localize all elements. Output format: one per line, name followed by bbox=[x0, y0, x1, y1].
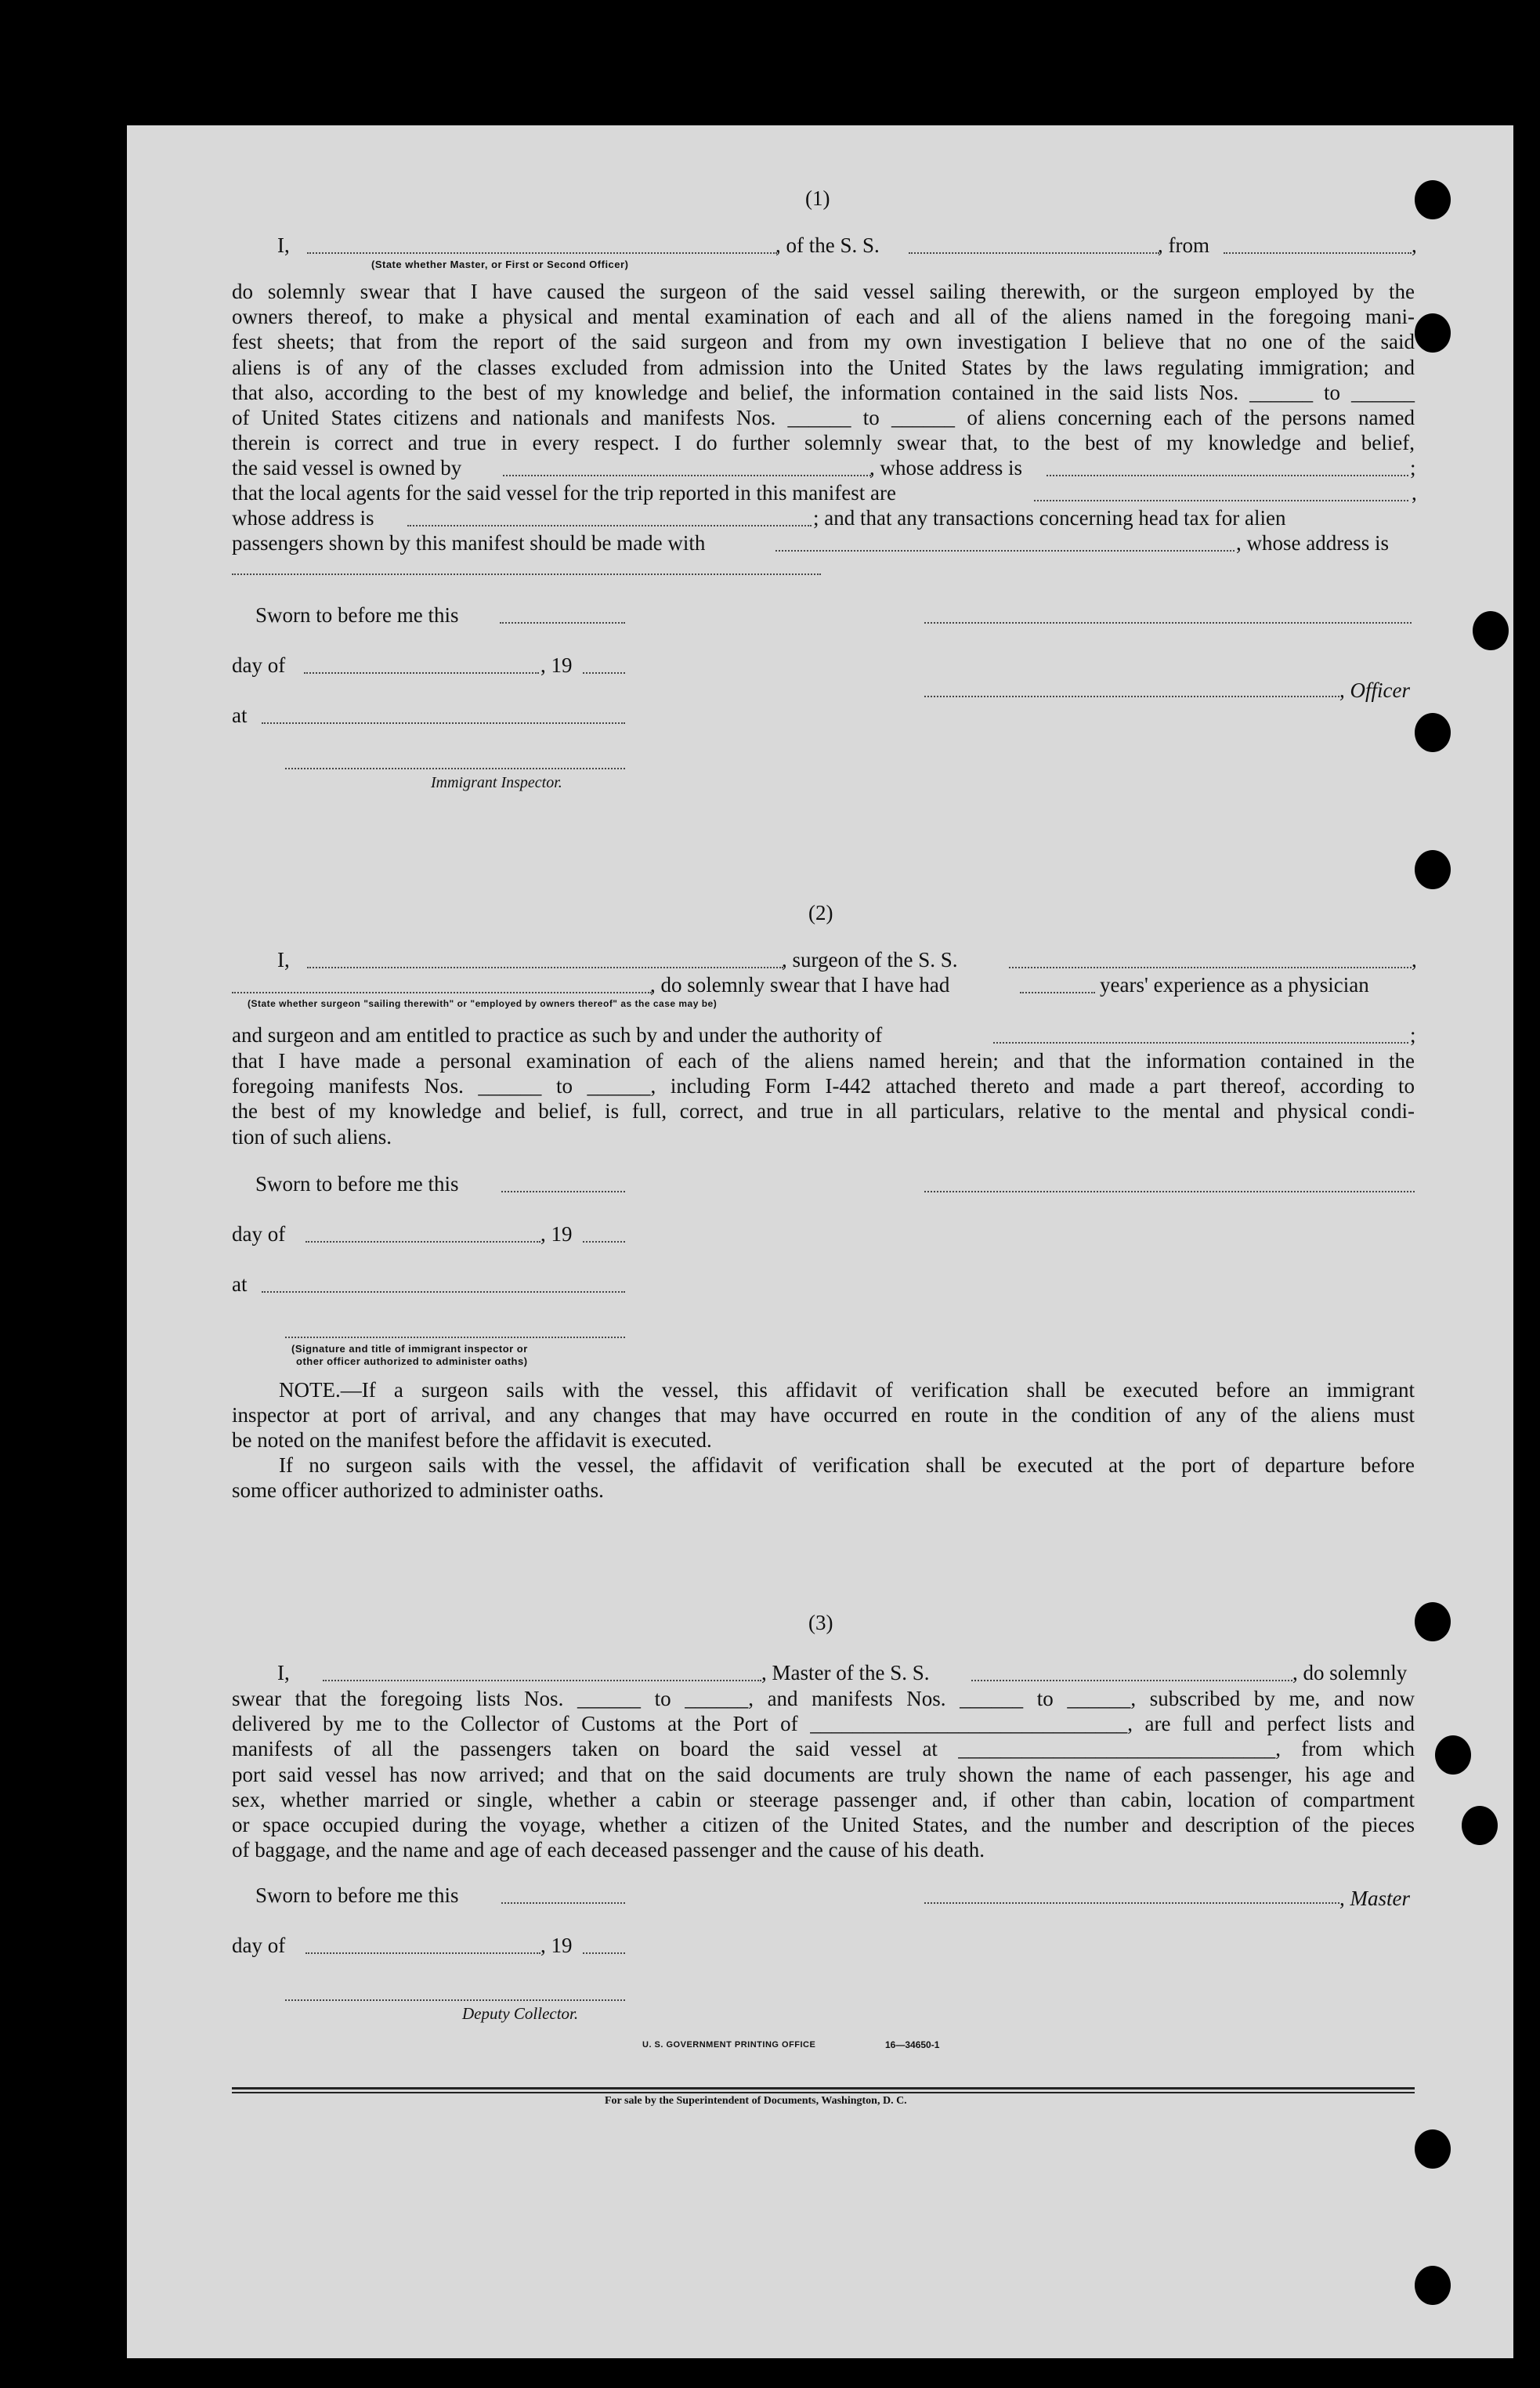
s3-sworn: Sworn to before me this bbox=[255, 1883, 459, 1907]
s2-inspector-line bbox=[285, 1337, 625, 1338]
s1-agents-address-line bbox=[407, 525, 812, 526]
s3-line: of baggage, and the name and age of each deceased passenger and the cause of his death. bbox=[232, 1838, 985, 1862]
binder-hole bbox=[1415, 2129, 1451, 2169]
s2-day-line bbox=[305, 1241, 540, 1243]
binder-hole bbox=[1473, 611, 1509, 650]
s1-sworn-line bbox=[500, 622, 625, 624]
s1-owned-by: the said vessel is owned by bbox=[232, 456, 462, 479]
binder-hole bbox=[1415, 180, 1451, 219]
s1-inspector-line bbox=[285, 768, 625, 769]
s1-semicolon: ; bbox=[1410, 456, 1416, 479]
s1-line: aliens is of any of the classes excluded from admission into the United States by the laws regulating immigration; and bbox=[232, 355, 1415, 379]
s3-line: or space occupied during the voyage, whether a citizen of the United States, and the number and description of the pieces bbox=[232, 1813, 1415, 1837]
s3-master-name-line bbox=[323, 1680, 761, 1681]
s3-master-sig-line bbox=[924, 1902, 1339, 1904]
footer-rule bbox=[232, 2092, 1415, 2093]
s2-surgeon-caption: (State whether surgeon "sailing therewith" or "employed by owners thereof" as the case may be) bbox=[248, 998, 718, 1009]
s2-surgeon-of: , surgeon of the S. S. bbox=[782, 948, 958, 971]
binder-hole bbox=[1435, 1735, 1471, 1775]
s3-year: , 19 bbox=[540, 1934, 573, 1957]
s2-day-of: day of bbox=[232, 1222, 286, 1246]
s3-master-label: , Master bbox=[1339, 1887, 1410, 1910]
form-code: 16—34650-1 bbox=[885, 2039, 940, 2050]
s1-signature-line bbox=[924, 622, 1412, 624]
s1-inspector-label: Immigrant Inspector. bbox=[431, 774, 562, 791]
binder-hole bbox=[1462, 1806, 1498, 1845]
section-2-number: (2) bbox=[808, 901, 833, 924]
binder-hole bbox=[1415, 850, 1451, 889]
s1-from: , from bbox=[1158, 233, 1209, 257]
s1-line: fest sheets; that from the report of the said surgeon and from my own investigation I believe that no one of the said bbox=[232, 330, 1415, 354]
s2-years-line bbox=[1020, 992, 1095, 993]
gpo-imprint: U. S. GOVERNMENT PRINTING OFFICE bbox=[642, 2040, 816, 2050]
s3-day-of: day of bbox=[232, 1934, 286, 1957]
s3-line: delivered by me to the Collector of Customs at the Port of ______________________________, are full and perfect lists and bbox=[232, 1712, 1415, 1736]
s1-sworn: Sworn to before me this bbox=[255, 603, 459, 627]
binder-hole bbox=[1415, 713, 1451, 752]
s1-comma: , bbox=[1412, 481, 1417, 505]
s2-line: the best of my knowledge and belief, is full, correct, and true in all particulars, relative to the mental and physical condi- bbox=[232, 1099, 1415, 1123]
s3-do-solemnly: , do solemnly bbox=[1292, 1661, 1408, 1684]
s3-line: manifests of all the passengers taken on board the said vessel at ______________________________, from which bbox=[232, 1737, 1415, 1761]
s1-at: at bbox=[232, 704, 248, 727]
s3-oath-paragraph bbox=[232, 1686, 1415, 1862]
s1-line: do solemnly swear that I have caused the surgeon of the said vessel sailing therewith, or the surgeon employed by the bbox=[232, 280, 1415, 303]
s1-line: of United States citizens and nationals and manifests Nos. ______ to ______ of aliens concerning each of the persons named bbox=[232, 406, 1415, 430]
s2-ss-name-line bbox=[1009, 967, 1412, 968]
section-3-number: (3) bbox=[808, 1611, 833, 1634]
s1-day-line bbox=[304, 672, 539, 674]
s1-oath-paragraph bbox=[232, 279, 1415, 455]
s2-surgeon-name-line bbox=[307, 967, 783, 968]
s3-year-line bbox=[583, 1952, 625, 1954]
s1-of-the-ss: , of the S. S. bbox=[775, 233, 880, 257]
s1-transactions: ; and that any transactions concerning head tax for alien bbox=[813, 506, 1286, 530]
sale-notice: For sale by the Superintendent of Documents, Washington, D. C. bbox=[605, 2095, 907, 2107]
s2-comma: , bbox=[1412, 948, 1417, 971]
s1-head-tax-address-line bbox=[232, 573, 821, 575]
s2-years-experience: years' experience as a physician bbox=[1100, 973, 1369, 997]
s2-line: tion of such aliens. bbox=[232, 1124, 392, 1149]
s2-note-line: inspector at port of arrival, and any changes that may have occurred en route in the condition of any of the aliens must bbox=[232, 1403, 1415, 1427]
s2-sworn: Sworn to before me this bbox=[255, 1172, 459, 1196]
s1-year: , 19 bbox=[540, 653, 573, 677]
s2-at-line bbox=[262, 1291, 625, 1293]
s2-note-line: be noted on the manifest before the affidavit is executed. bbox=[232, 1428, 712, 1452]
s3-i-prefix: I, bbox=[277, 1661, 290, 1684]
s1-head-tax-line bbox=[775, 550, 1235, 552]
s1-officer-line bbox=[924, 696, 1339, 697]
s3-sworn-line bbox=[501, 1902, 625, 1904]
s1-ss-name-line bbox=[909, 252, 1159, 254]
s1-line: therein is correct and true in every respect. I do further solemnly swear that, to the best of my knowledge and belief, bbox=[232, 431, 1415, 455]
s1-at-line bbox=[262, 722, 625, 724]
s3-ss-name-line bbox=[971, 1680, 1292, 1681]
s1-whose-address-3: , whose address is bbox=[1236, 531, 1389, 555]
s1-owner-address-line bbox=[1047, 475, 1408, 476]
s2-authority-line bbox=[993, 1042, 1408, 1044]
s2-year-line bbox=[583, 1241, 625, 1243]
s3-line: port said vessel has now arrived; and that on the said documents are truly shown the name of each passenger, his age and bbox=[232, 1762, 1415, 1786]
s1-i-prefix: I, bbox=[277, 233, 290, 257]
s2-line: that I have made a personal examination of each of the aliens named herein; and that the information contained in the bbox=[232, 1049, 1415, 1073]
s1-owner-line bbox=[503, 475, 871, 476]
s2-semicolon: ; bbox=[1410, 1023, 1416, 1047]
s1-comma: , bbox=[1412, 233, 1417, 257]
s2-authority: and surgeon and am entitled to practice as such by and under the authority of bbox=[232, 1023, 883, 1047]
s2-line: foregoing manifests Nos. ______ to ______, including Form I-442 attached thereto and made a part thereof, according to bbox=[232, 1074, 1415, 1098]
s1-passengers: passengers shown by this manifest should be made with bbox=[232, 531, 706, 555]
s1-day-of: day of bbox=[232, 653, 286, 677]
s3-collector-line bbox=[285, 1999, 625, 2001]
s2-note2-line: some officer authorized to administer oaths. bbox=[232, 1478, 604, 1502]
s1-local-agents: that the local agents for the said vessel for the trip reported in this manifest are bbox=[232, 481, 896, 505]
s1-officer-name-line bbox=[307, 252, 777, 254]
s1-line: owners thereof, to make a physical and mental examination of each and all of the aliens named in the foregoing mani- bbox=[232, 305, 1415, 329]
s1-agents-line bbox=[1034, 500, 1408, 501]
s3-line: sex, whether married or single, whether a cabin or steerage passenger and, if other than cabin, location of compartment bbox=[232, 1787, 1415, 1811]
s1-whose-address-2: whose address is bbox=[232, 506, 374, 530]
s2-surgeon-type-line bbox=[232, 992, 652, 993]
s3-day-line bbox=[305, 1952, 540, 1954]
s3-master-of: , Master of the S. S. bbox=[761, 1661, 930, 1684]
s3-deputy-label: Deputy Collector. bbox=[462, 2004, 579, 2023]
s2-note bbox=[232, 1377, 1415, 1503]
s2-signature-line bbox=[924, 1191, 1415, 1192]
s2-do-solemnly: , do solemnly swear that I have had bbox=[650, 973, 950, 997]
s2-sig-caption-2: other officer authorized to administer oaths) bbox=[296, 1355, 528, 1367]
s1-whose-address: , whose address is bbox=[869, 456, 1022, 479]
s2-year: , 19 bbox=[540, 1222, 573, 1246]
s2-sig-caption-1: (Signature and title of immigrant inspector or bbox=[291, 1343, 528, 1355]
s1-year-line bbox=[583, 672, 625, 674]
binder-hole bbox=[1415, 1602, 1451, 1641]
s3-line: swear that the foregoing lists Nos. ______ to ______, and manifests Nos. ______ to ______, subscribed by me, and now bbox=[232, 1687, 1415, 1710]
s2-oath-paragraph bbox=[232, 1048, 1415, 1149]
s2-note2-line: If no surgeon sails with the vessel, the affidavit of verification shall be executed at the port of departure before bbox=[279, 1453, 1415, 1477]
s2-note-line: NOTE.—If a surgeon sails with the vessel, this affidavit of verification shall be executed before an immigrant bbox=[279, 1378, 1415, 1402]
binder-hole bbox=[1415, 313, 1451, 353]
footer-rule bbox=[232, 2087, 1415, 2090]
s2-sworn-line bbox=[501, 1191, 625, 1192]
s1-from-line bbox=[1224, 252, 1412, 254]
section-1-number: (1) bbox=[805, 186, 830, 210]
s2-at: at bbox=[232, 1272, 248, 1296]
s1-line: that also, according to the best of my knowledge and belief, the information contained in the said lists Nos. ______ to ______ bbox=[232, 380, 1415, 404]
s1-officer-label: , Officer bbox=[1339, 678, 1410, 702]
s2-i-prefix: I, bbox=[277, 948, 290, 971]
binder-hole bbox=[1415, 2266, 1451, 2305]
s1-officer-caption: (State whether Master, or First or Second Officer) bbox=[371, 259, 629, 270]
